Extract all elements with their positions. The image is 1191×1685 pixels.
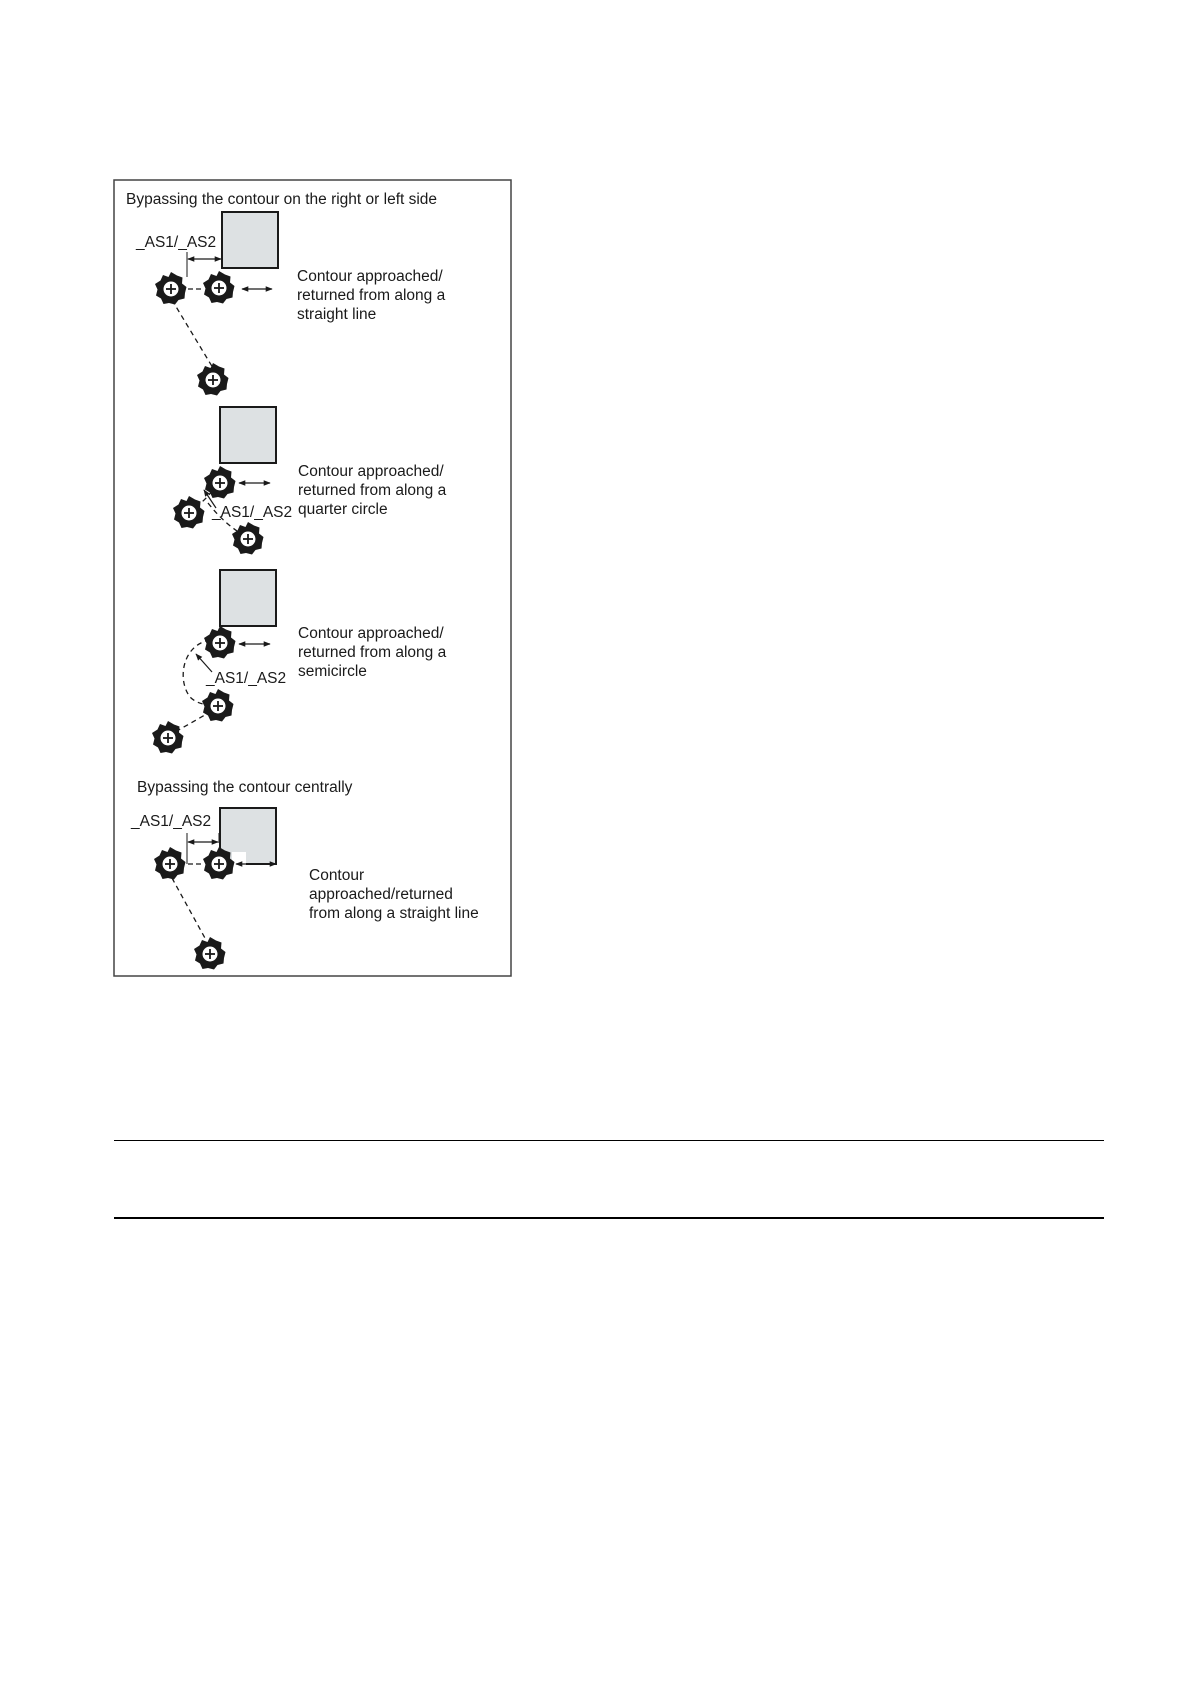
panel-central-straight-line xyxy=(130,808,479,970)
milling-cutter-icon xyxy=(204,466,236,499)
panel-semicircle xyxy=(152,570,451,754)
milling-cutter-icon xyxy=(197,363,229,396)
section-heading-central: Bypassing the contour centrally xyxy=(137,779,353,796)
workpiece-block xyxy=(220,570,276,626)
approach-path xyxy=(172,878,206,940)
panel-caption: Contour approached/ returned from along a semicircle xyxy=(298,625,447,680)
panel-caption: Contour approached/returned from along a straight line xyxy=(309,867,479,922)
approach-path xyxy=(172,300,213,368)
milling-cutter-icon xyxy=(155,272,187,305)
panel-straight-line xyxy=(135,212,450,396)
milling-cutter-icon xyxy=(152,721,184,754)
distance-label: _AS1/_AS2 xyxy=(131,813,212,830)
milling-cutter-icon xyxy=(232,522,264,555)
milling-cutter-icon xyxy=(173,496,205,529)
milling-cutter-icon xyxy=(203,271,235,304)
distance-label: _AS1/_AS2 xyxy=(206,670,287,687)
milling-cutter-icon xyxy=(194,937,226,970)
milling-cutter-icon xyxy=(202,689,234,722)
distance-label: _AS1/_AS2 xyxy=(136,234,217,251)
divider-rule xyxy=(114,1217,1104,1219)
workpiece-block xyxy=(222,212,278,268)
workpiece-block xyxy=(220,407,276,463)
section-heading-side: Bypassing the contour on the right or left side xyxy=(126,191,438,208)
panel-quarter-circle xyxy=(173,407,451,555)
divider-rule xyxy=(114,1140,1104,1141)
milling-cutter-icon xyxy=(154,847,186,880)
distance-label: _AS1/_AS2 xyxy=(212,504,293,521)
milling-cutter-icon xyxy=(204,626,236,659)
panel-caption: Contour approached/ returned from along a straight line xyxy=(297,268,446,323)
panel-caption: Contour approached/ returned from along a quarter circle xyxy=(298,463,447,518)
